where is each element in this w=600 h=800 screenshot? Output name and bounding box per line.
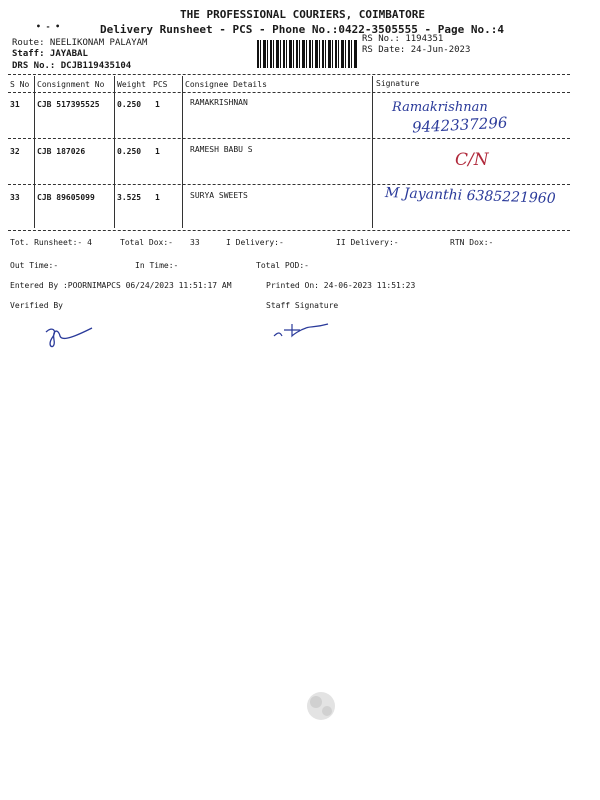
table-row-2-pcs: 1 [155,147,160,156]
col-divider-4 [372,76,373,228]
col-header-signature: Signature [376,79,420,88]
table-row-3-consignment: CJB 89605099 [37,193,95,202]
col-header-sno: S No [10,80,30,89]
col-divider-2 [114,76,115,228]
row-rule-3 [8,230,570,231]
col-header-pcs: PCS [153,80,168,89]
table-row-2-consignee: RAMESH BABU S [190,145,253,154]
route-label: Route: NEELIKONAM PALAYAM [12,38,148,48]
rs-date: RS Date: 24-Jun-2023 [362,45,471,55]
barcode-image [257,40,357,68]
rtn-dox: RTN Dox:- [450,238,494,247]
col-header-weight: Weight [117,80,146,89]
total-dox-value: 33 [190,238,200,247]
runsheet-title: Delivery Runsheet - PCS - Phone No.:0422-3505555 - Page No.:4 [100,23,504,36]
company-title: THE PROFESSIONAL COURIERS, COIMBATORE [180,8,426,21]
table-row-3-pcs: 1 [155,193,160,202]
i-delivery: I Delivery:- [226,238,284,247]
table-row-3-weight: 3.525 [117,193,142,202]
row-rule-1 [8,138,570,139]
drs-number: DRS No.: DCJB119435104 [12,61,132,71]
table-row-3-consignee: SURYA SWEETS [190,191,248,200]
tot-runsheet: Tot. Runsheet:- 4 [10,238,92,247]
table-row-1-weight: 0.250 [117,100,142,109]
printed-on: Printed On: 24-06-2023 11:51:23 [266,281,416,290]
rs-number: RS No.: 1194351 [362,34,444,44]
table-row-2-sno: 32 [10,147,20,156]
out-time: Out Time:- [10,261,59,270]
total-pod: Total POD:- [256,261,309,270]
table-row-3-sno: 33 [10,193,20,202]
table-row-2-consignment: CJB 187026 [37,147,86,156]
staff-signature-mark [270,314,340,342]
verified-by-signature [40,322,100,356]
table-row-3-signature: M Jayanthi 6385221960 [384,185,556,207]
smudge-mark [296,684,346,730]
col-divider-1 [34,76,35,228]
total-dox-label: Total Dox:- [120,238,173,247]
header-dots: • - • [36,22,61,31]
table-row-2-weight: 0.250 [117,147,142,156]
table-row-1-consignment: CJB 517395525 [37,100,100,109]
table-row-1-pcs: 1 [155,100,160,109]
staff-signature-label: Staff Signature [266,301,339,310]
col-header-consignee: Consignee Details [185,80,267,89]
verified-by-label: Verified By [10,301,63,310]
table-row-1-sno: 31 [10,100,20,109]
table-row-1-signature-phone: 9442337296 [411,113,508,137]
ii-delivery: II Delivery:- [336,238,399,247]
entered-by: Entered By :POORNIMAPCS 06/24/2023 11:51:17 AM [10,281,232,290]
table-row-1-consignee: RAMAKRISHNAN [190,98,248,107]
table-header-rule [8,92,570,93]
row-rule-2 [8,184,570,185]
table-row-2-signature: C/N [455,150,489,170]
staff-label: Staff: JAYABAL [12,49,88,59]
table-row-1-signature-name: Ramakrishnan [392,100,488,115]
col-header-consignment: Consignment No [37,80,105,89]
table-top-rule [8,74,570,75]
col-divider-3 [182,76,183,228]
in-time: In Time:- [135,261,179,270]
